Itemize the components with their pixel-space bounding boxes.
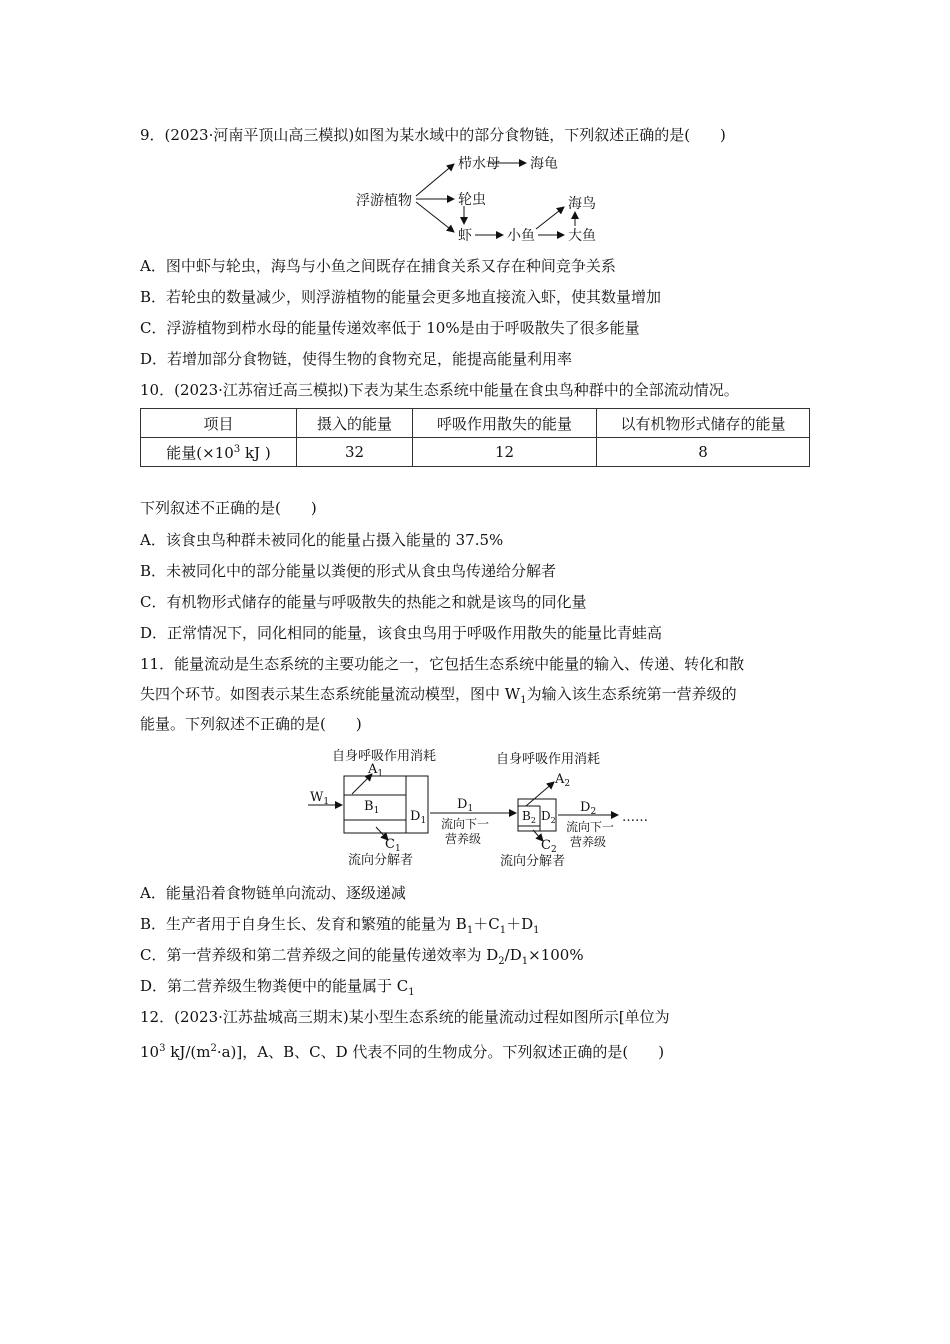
q10-option-b: B．未被同化中的部分能量以粪便的形式从食虫鸟传递给分解者 <box>140 562 557 580</box>
web-producer: 浮游植物 <box>356 193 412 209</box>
q11-option-b: B．生产者用于自身生长、发育和繁殖的能量为 $B_1+C_1+D_1$ <box>140 915 540 936</box>
next-level-2b: 营养级 <box>570 835 607 849</box>
table-header: 以有机物形式储存的能量 <box>597 409 810 438</box>
d2-arrow-label: $D_2$ <box>580 800 597 817</box>
food-web-diagram <box>0 150 950 250</box>
table-header-row <box>141 409 810 438</box>
web-node-turtle: 海龟 <box>530 156 558 172</box>
b1-label: $B_1$ <box>364 799 380 816</box>
web-node-comb-jelly: 栉水母 <box>458 156 500 172</box>
q9-stem: 9．(2023·河南平顶山高三模拟)如图为某水域中的部分食物链，下列叙述正确的是( ) <box>140 126 726 144</box>
web-node-rotifer: 轮虫 <box>458 192 486 208</box>
next-level-1b: 营养级 <box>445 832 482 846</box>
q12-stem-line1: 12．(2023·江苏盐城高三期末)某小型生态系统的能量流动过程如图所示[单位为 <box>140 1008 670 1026</box>
next-level-2a: 流向下一 <box>566 820 615 834</box>
c2-arrow <box>533 830 543 841</box>
web-node-big-fish: 大鱼 <box>568 228 596 244</box>
w1-label: $W_1$ <box>310 790 330 807</box>
q9-option-d: D．若增加部分食物链，使得生物的食物充足，能提高能量利用率 <box>140 350 573 368</box>
q11-option-a: A．能量沿着食物链单向流动、逐级递减 <box>140 884 406 902</box>
q11-stem-line2: 失四个环节。如图表示某生态系统能量流动模型，图中 $W_1$为输入该生态系统第一营养级的 <box>140 685 737 706</box>
d1-box-label: $D_1$ <box>410 809 427 826</box>
q10-stem: 10．(2023·江苏宿迁高三模拟)下表为某生态系统中能量在食虫鸟种群中的全部流动情况。 <box>140 381 739 399</box>
q11-stem-line3: 能量。下列叙述不正确的是( ) <box>140 715 362 733</box>
arrow-plankton-shrimp <box>416 202 454 232</box>
q9-option-c: C．浮游植物到栉水母的能量传递效率低于 10%是由于呼吸散失了很多能量 <box>140 319 640 337</box>
q11-option-c: C．第一营养级和第二营养级之间的能量传递效率为 $D_2/D_1\times 100\%$ <box>140 946 584 967</box>
table-cell: 32 <box>297 438 413 467</box>
web-node-small-fish: 小鱼 <box>507 228 535 244</box>
table-row <box>141 438 810 467</box>
table-header: 呼吸作用散失的能量 <box>413 409 597 438</box>
c2-label: $C_2$ <box>541 838 557 855</box>
a2-label: $A_2$ <box>555 772 571 789</box>
arrow-plankton-comb <box>416 164 454 196</box>
q10-option-d: D．正常情况下，同化相同的能量，该食虫鸟用于呼吸作用散失的能量比青蛙高 <box>140 624 663 642</box>
a1-arrow <box>352 774 372 794</box>
table-header: 摄入的能量 <box>297 409 413 438</box>
q9-option-a: A．图中虾与轮虫，海鸟与小鱼之间既存在捕食关系又存在种间竞争关系 <box>140 257 616 275</box>
q11-option-d: D．第二营养级生物粪便中的能量属于 $C_1$ <box>140 977 415 998</box>
q10-sub-stem: 下列叙述不正确的是( ) <box>140 499 317 517</box>
q12-stem-line2: $10^3$ $kJ/(m^2\cdot a)$]，A、B、C、D 代表不同的生物成分。下列叙述正确的是( ) <box>140 1043 665 1061</box>
a2-arrow <box>526 782 554 806</box>
d2-box-label: $D_2$ <box>541 809 556 825</box>
table-header: 项目 <box>141 409 297 438</box>
energy-flow-diagram <box>0 742 950 872</box>
q10-option-c: C．有机物形式储存的能量与呼吸散失的热能之和就是该鸟的同化量 <box>140 593 587 611</box>
table-cell: 12 <box>413 438 597 467</box>
ellipsis: …… <box>622 810 648 825</box>
b2-label: $B_2$ <box>522 809 536 825</box>
decomposer-label-2: 流向分解者 <box>500 854 566 869</box>
q9-option-b: B．若轮虫的数量减少，则浮游植物的能量会更多地直接流入虾，使其数量增加 <box>140 288 662 306</box>
q10-option-a: A．该食虫鸟种群未被同化的能量占摄入能量的 37.5% <box>140 531 504 549</box>
next-level-1a: 流向下一 <box>441 817 490 831</box>
resp-label-2: 自身呼吸作用消耗 <box>496 752 601 767</box>
table-row-label: 能量($\times 10^3$ kJ ) <box>141 438 297 467</box>
web-node-seabird: 海鸟 <box>568 196 596 212</box>
q11-stem-line1: 11．能量流动是生态系统的主要功能之一，它包括生态系统中能量的输入、传递、转化和散 <box>140 655 745 673</box>
c1-label: $C_1$ <box>385 837 401 854</box>
trophic-box-1 <box>344 776 428 833</box>
web-node-shrimp: 虾 <box>458 228 472 244</box>
resp-label-1: 自身呼吸作用消耗 <box>332 749 437 764</box>
energy-table <box>140 408 810 467</box>
decomposer-label-1: 流向分解者 <box>348 853 414 868</box>
a1-label: $A_1$ <box>368 762 384 779</box>
table-cell: 8 <box>597 438 810 467</box>
d1-arrow-label: $D_1$ <box>457 797 474 814</box>
arrow-smallfish-seabird <box>536 207 564 229</box>
